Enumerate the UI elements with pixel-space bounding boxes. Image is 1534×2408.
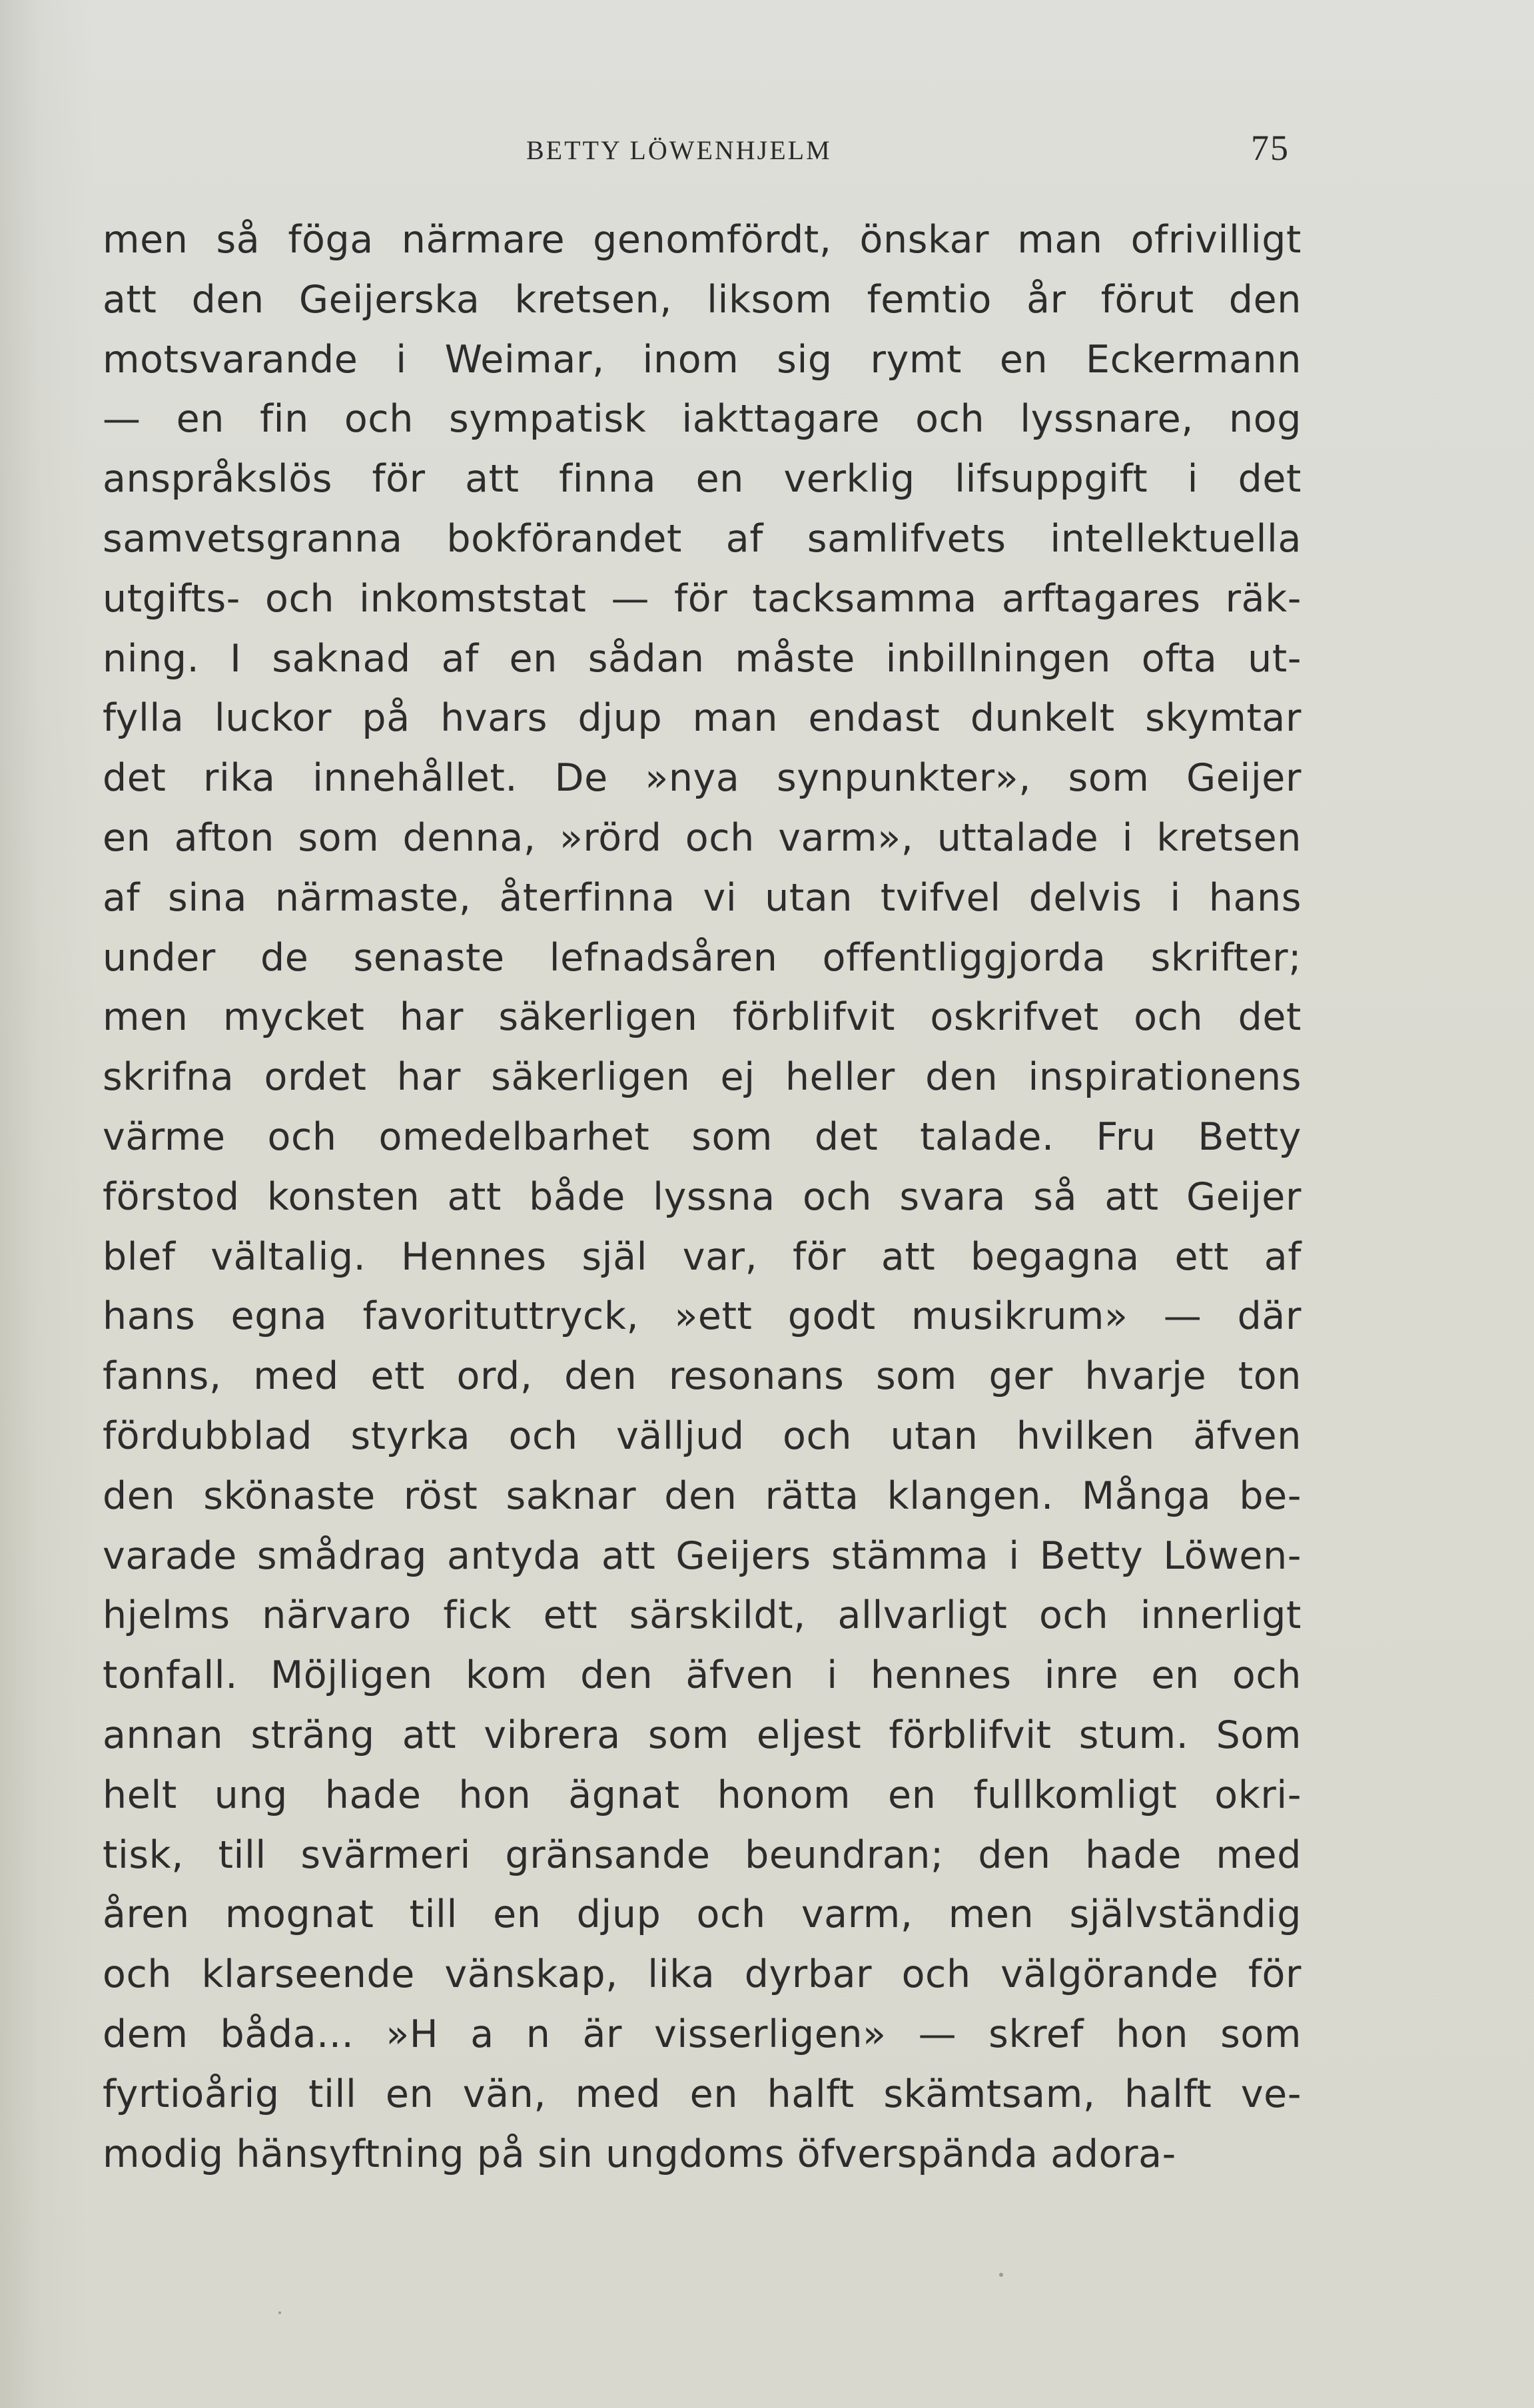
text-line: under de senaste lefnadsåren offentliggjorda skrifter; <box>103 935 1302 980</box>
text-line: samvetsgranna bokförandet af samlifvets intellektuella <box>103 516 1302 561</box>
text-line: en afton som denna, »rörd och varm», uttalade i kretsen <box>103 815 1302 860</box>
text-line: tisk, till svärmeri gränsande beundran; den hade med <box>103 1832 1302 1877</box>
text-line: fördubblad styrka och välljud och utan hvilken äfven <box>103 1413 1302 1458</box>
text-line: åren mognat till en djup och varm, men självständig <box>103 1892 1302 1937</box>
text-line: men så föga närmare genomfördt, önskar man ofrivilligt <box>103 218 1302 262</box>
text-line: ning. I saknad af en sådan måste inbillningen ofta ut- <box>103 636 1302 681</box>
text-line: af sina närmaste, återfinna vi utan tvifvel delvis i hans <box>103 875 1302 920</box>
text-line: det rika innehållet. De »nya synpunkter», som Geijer <box>103 756 1302 801</box>
text-line: anspråkslös för att finna en verklig lifsuppgift i det <box>103 457 1302 502</box>
text-line: annan sträng att vibrera som eljest förblifvit stum. Som <box>103 1713 1302 1757</box>
text-line: helt ung hade hon ägnat honom en fullkomligt okri- <box>103 1773 1302 1817</box>
text-line: fanns, med ett ord, den resonans som ger hvarje ton <box>103 1354 1302 1399</box>
text-line: fylla luckor på hvars djup man endast dunkelt skymtar <box>103 696 1302 741</box>
text-line: värme och omedelbarhet som det talade. Fru Betty <box>103 1114 1302 1159</box>
text-line: hans egna favorituttryck, »ett godt musikrum» — där <box>103 1294 1302 1339</box>
body-text <box>103 210 1302 2184</box>
text-line: och klarseende vänskap, lika dyrbar och välgörande för <box>103 1952 1302 1997</box>
running-header <box>0 128 1534 171</box>
text-line: dem båda... »H a n är visserligen» — skref hon som <box>103 2012 1302 2056</box>
text-line: fyrtioårig till en vän, med en halft skämtsam, halft ve- <box>103 2072 1302 2116</box>
text-line: utgifts- och inkomststat — för tacksamma arftagares räk- <box>103 576 1302 621</box>
page-number: 75 <box>1251 128 1290 168</box>
paper-speck <box>999 2273 1003 2277</box>
text-line: att den Geijerska kretsen, liksom femtio år förut den <box>103 277 1302 322</box>
text-line: den skönaste röst saknar den rätta klangen. Många be- <box>103 1473 1302 1518</box>
text-line: tonfall. Möjligen kom den äfven i hennes inre en och <box>103 1653 1302 1698</box>
text-line: men mycket har säkerligen förblifvit oskrifvet och det <box>103 995 1302 1040</box>
text-line: blef vältalig. Hennes själ var, för att begagna ett af <box>103 1234 1302 1279</box>
text-line: modig hänsyftning på sin ungdoms öfverspända adora- <box>103 2132 1176 2176</box>
paper-speck <box>278 2311 281 2314</box>
text-line: förstod konsten att både lyssna och svara så att Geijer <box>103 1174 1302 1219</box>
text-line: hjelms närvaro fick ett särskildt, allvarligt och innerligt <box>103 1593 1302 1638</box>
running-title: BETTY LÖWENHJELM <box>526 135 832 165</box>
text-line: motsvarande i Weimar, inom sig rymt en Eckermann <box>103 337 1302 382</box>
text-line: — en fin och sympatisk iakttagare och lyssnare, nog <box>103 397 1302 442</box>
text-line: varade smådrag antyda att Geijers stämma i Betty Löwen- <box>103 1533 1302 1578</box>
text-line: skrifna ordet har säkerligen ej heller den inspirationens <box>103 1055 1302 1100</box>
